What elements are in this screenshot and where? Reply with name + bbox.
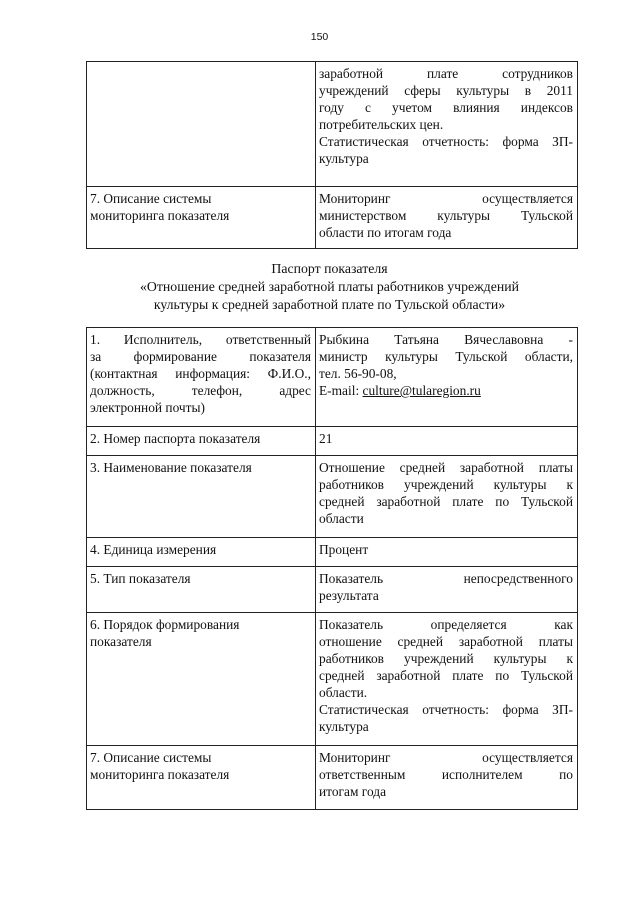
text-line: Статистическая отчетность: форма ЗП-	[319, 134, 573, 149]
text-line: Процент	[319, 542, 369, 557]
text-line: мониторинга показателя	[90, 208, 230, 223]
row-label	[87, 456, 316, 538]
email-link[interactable]: culture@tularegion.ru	[362, 383, 481, 398]
text-line: мониторинга показателя	[90, 767, 230, 782]
row-value	[316, 328, 578, 427]
text-line: ответственным исполнителем по	[319, 767, 573, 782]
row-label	[87, 187, 316, 249]
heading-line: культуры к средней заработной плате по Тульской области»	[153, 297, 506, 312]
row-value	[316, 746, 578, 810]
text-line: Показатель непосредственного	[319, 571, 573, 586]
row-label	[87, 746, 316, 810]
text-line: учреждений сферы культуры в 2011	[319, 83, 573, 98]
row-label	[87, 567, 316, 613]
row-label	[87, 427, 316, 456]
row-label	[87, 538, 316, 567]
row-value	[316, 187, 578, 249]
text-line: министр культуры Тульской области,	[319, 349, 573, 364]
text-line: тел. 56-90-08,	[319, 366, 397, 381]
table-row	[87, 187, 578, 249]
text-line: 2. Номер паспорта показателя	[90, 431, 261, 446]
text-line: области по итогам года	[319, 225, 452, 240]
row-label	[87, 328, 316, 427]
text-line: 6. Порядок формирования	[90, 617, 240, 632]
text-line: должность, телефон, адрес	[90, 383, 311, 398]
text-line: области.	[319, 685, 368, 700]
heading-line: Паспорт показателя	[271, 261, 388, 276]
table-row	[87, 456, 578, 538]
text-line: потребительских цен.	[319, 117, 444, 132]
text-line: году с учетом влияния индексов	[319, 100, 573, 115]
table-row	[87, 567, 578, 613]
table-row	[87, 328, 578, 427]
text-line: 4. Единица измерения	[90, 542, 217, 557]
row-value	[316, 613, 578, 746]
row-value	[316, 456, 578, 538]
text-line: электронной почты)	[90, 400, 205, 415]
text-line: средней заработной плате по Тульской	[319, 668, 573, 683]
passport-heading	[86, 260, 573, 314]
text-line: работников учреждений культуры к	[319, 477, 573, 492]
text-line: заработной плате сотрудников	[319, 66, 573, 81]
text-line: Показатель определяется как	[319, 617, 573, 632]
text-line: 3. Наименование показателя	[90, 460, 252, 475]
text-line: культура	[319, 151, 369, 166]
table-row	[87, 613, 578, 746]
row-value	[316, 567, 578, 613]
text-line: Мониторинг осуществляется	[319, 750, 573, 765]
text-line: Отношение средней заработной платы	[319, 460, 573, 475]
row-value	[316, 427, 578, 456]
text-line: области	[319, 511, 364, 526]
passport-table	[86, 327, 578, 810]
email-line	[319, 382, 573, 399]
text-line: (контактная информация: Ф.И.О.,	[90, 366, 311, 381]
table-row	[87, 427, 578, 456]
page-number: 150	[310, 31, 329, 43]
text-line: 7. Описание системы	[90, 191, 212, 206]
email-prefix: E-mail:	[319, 383, 363, 398]
table-row	[87, 746, 578, 810]
continued-indicator-table	[86, 61, 578, 249]
text-line: за формирование показателя	[90, 349, 311, 364]
row-value	[316, 62, 578, 187]
text-line: Мониторинг осуществляется	[319, 191, 573, 206]
row-label	[87, 613, 316, 746]
heading-line: «Отношение средней заработной платы работников учреждений	[140, 279, 519, 294]
text-line: показателя	[90, 634, 152, 649]
text-line: работников учреждений культуры к	[319, 651, 573, 666]
text-line: 5. Тип показателя	[90, 571, 191, 586]
text-line: Рыбкина Татьяна Вячеславовна -	[319, 332, 573, 347]
text-line: Статистическая отчетность: форма ЗП-	[319, 702, 573, 717]
text-line: результата	[319, 588, 379, 603]
text-line: средней заработной плате по Тульской	[319, 494, 573, 509]
text-line: министерством культуры Тульской	[319, 208, 573, 223]
row-value	[316, 538, 578, 567]
text-line: 7. Описание системы	[90, 750, 212, 765]
text-line: 1. Исполнитель, ответственный	[90, 332, 311, 347]
text-line: отношение средней заработной платы	[319, 634, 573, 649]
table-row	[87, 538, 578, 567]
text-line: итогам года	[319, 784, 387, 799]
text-line: культура	[319, 719, 369, 734]
table-row	[87, 62, 578, 187]
row-label-empty	[87, 62, 316, 187]
text-line: 21	[319, 431, 333, 446]
